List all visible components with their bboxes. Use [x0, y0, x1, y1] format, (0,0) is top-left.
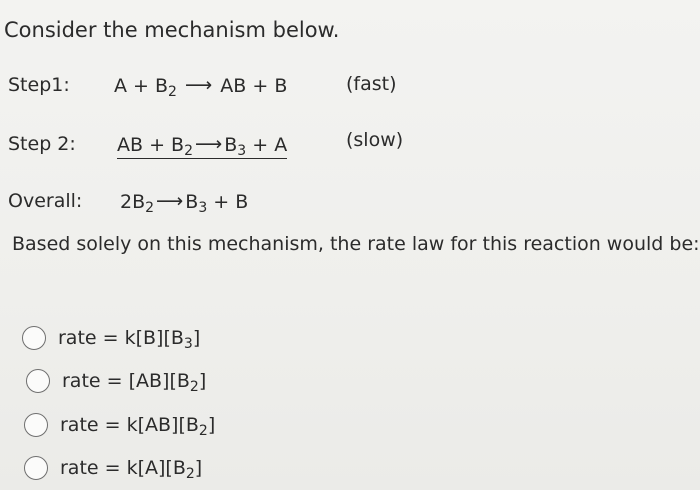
overall-product-subscript: 3 [198, 200, 208, 216]
answer-option-2[interactable] [26, 366, 206, 396]
step1-label: Step1: [8, 74, 70, 96]
step2-product-subscript: 3 [237, 143, 247, 159]
option-label: rate = $[AB][B_2]$ [62, 370, 207, 395]
step2-product-main: B [224, 134, 238, 156]
step1-products: AB + B [220, 75, 288, 97]
radio-button-icon[interactable] [24, 413, 48, 437]
question-prompt: Based solely on this mechanism, the rate law for this reaction would be: [12, 233, 700, 255]
overall-product-main: B [185, 191, 199, 213]
radio-button-icon[interactable] [22, 326, 46, 350]
question-title: Consider the mechanism below. [4, 18, 340, 42]
overall-label: Overall: [8, 190, 83, 212]
step2-product-rest: + A [246, 134, 288, 156]
step2-equation [117, 133, 287, 159]
overall-equation [120, 190, 249, 216]
option-label: rate = $k[B][B_3]$ [58, 327, 201, 352]
step2-reactant-subscript: 2 [184, 143, 193, 159]
step1-reactant-subscript: 2 [168, 84, 177, 100]
step2-label: Step 2: [8, 133, 76, 155]
overall-reactants: 2B [120, 191, 146, 213]
step2-reactants: AB + B [117, 134, 185, 156]
step2-speed: (slow) [346, 129, 404, 151]
step1-speed: (fast) [346, 73, 397, 95]
radio-button-icon[interactable] [24, 456, 48, 480]
radio-button-icon[interactable] [26, 369, 50, 393]
answer-option-3[interactable] [24, 410, 215, 440]
reaction-arrow-icon: ⟶ [185, 74, 213, 96]
option-label: rate = $k[A][B_2]$ [60, 457, 203, 482]
step1-reactants: A + B [114, 75, 169, 97]
reaction-arrow-icon: ⟶ [156, 190, 184, 212]
answer-option-4[interactable] [24, 453, 202, 483]
answer-option-1[interactable] [22, 323, 200, 353]
step1-equation [114, 74, 288, 100]
overall-product-rest: + B [207, 191, 249, 213]
reaction-arrow-icon: ⟶ [195, 133, 223, 155]
overall-reactant-subscript: 2 [145, 200, 155, 216]
option-label: rate = $k[AB][B_2]$ [60, 414, 216, 439]
